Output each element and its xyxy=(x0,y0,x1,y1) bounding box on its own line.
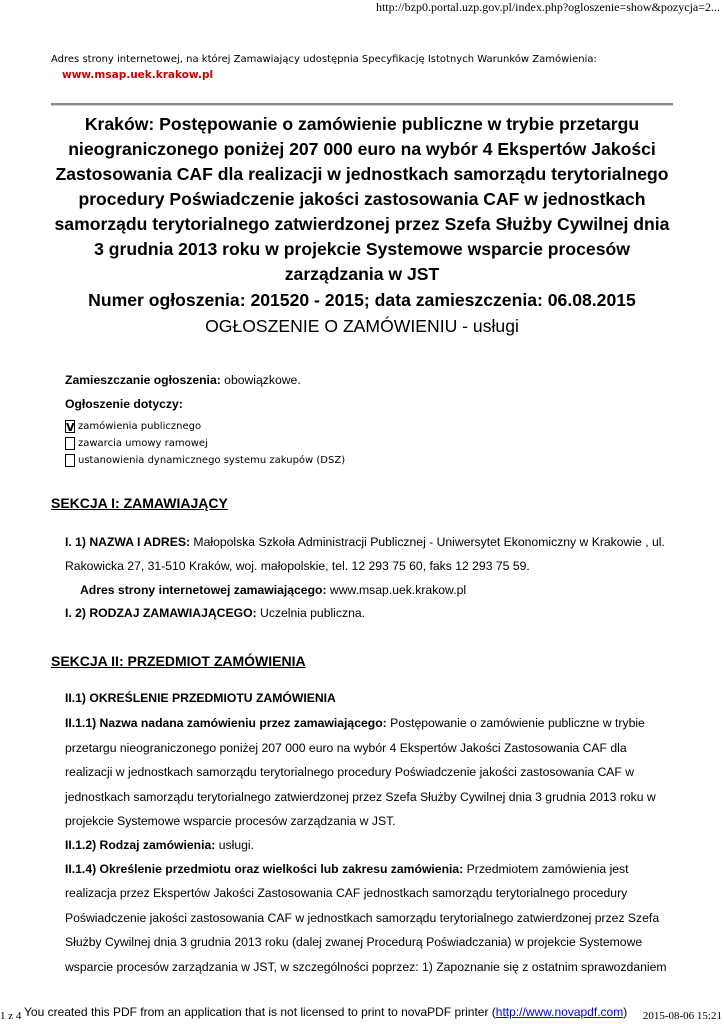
watermark-close: ) xyxy=(623,1005,628,1019)
notice-title xyxy=(51,112,673,339)
siwz-address-link[interactable]: www.msap.uek.krakow.pl xyxy=(62,69,214,81)
contracting-website xyxy=(80,583,466,597)
print-date: 2015-08-06 15:21 xyxy=(642,1010,722,1022)
subject-subheading xyxy=(65,691,336,705)
contract-description-line: realizacja przez Ekspertów Jakości Zastosowania CAF jednostkach samorządu terytorialnego procedury xyxy=(65,886,628,900)
novapdf-link[interactable]: http://www.novapdf.com xyxy=(495,1005,624,1019)
title-line: samorządu terytorialnego zatwierdzonej przez Szefa Służby Cywilnej dnia xyxy=(54,214,670,234)
watermark-text: You created this PDF from an application that is not licensed to print to novaPDF printer ( xyxy=(24,1005,496,1019)
contracting-type xyxy=(65,606,365,620)
posting-label: Zamieszczanie ogłoszenia: xyxy=(65,373,221,387)
page-counter: 1 z 4 xyxy=(0,1010,22,1022)
contracting-type-value: Uczelnia publiczna. xyxy=(256,606,366,620)
option-label: zamówienia publicznego xyxy=(78,420,202,432)
header-divider xyxy=(51,103,673,106)
option-label: ustanowienia dynamicznego systemu zakupów (DSZ) xyxy=(78,454,346,466)
section-1-heading: SEKCJA I: ZAMAWIAJĄCY xyxy=(51,495,228,511)
contract-name-line: projekcie Systemowe wsparcie procesów zarządzania w JST. xyxy=(65,814,396,828)
title-line: nieograniczonego poniżej 207 000 euro na wybór 4 Ekspertów Jakości xyxy=(68,139,656,159)
notice-number: Numer ogłoszenia: 201520 - 2015; data zamieszczenia: 06.08.2015 xyxy=(88,290,636,310)
concerns-label xyxy=(65,397,183,411)
contract-name-line: jednostkach samorządu terytorialnego zatwierdzonej przez Szefa Służby Cywilnej dnia 3 grudnia 2013 roku w xyxy=(65,790,656,804)
contract-description xyxy=(65,862,629,876)
contracting-website-value: www.msap.uek.krakow.pl xyxy=(326,583,467,597)
option-framework xyxy=(65,435,208,451)
contract-name-value: Postępowanie o zamówienie publiczne w trybie xyxy=(386,716,645,730)
title-line: 3 grudnia 2013 roku w projekcie Systemowe wsparcie procesów xyxy=(94,239,630,259)
contract-name-label: II.1.1) Nazwa nadana zamówieniu przez zamawiającego: xyxy=(65,716,387,730)
siwz-address-label: Adres strony internetowej, na której Zamawiający udostępnia Specyfikację Istotnych Warunków Zamówienia: xyxy=(51,54,597,65)
contract-kind xyxy=(65,838,254,852)
contracting-address: Rakowicka 27, 31-510 Kraków, woj. małopolskie, tel. 12 293 75 60, faks 12 293 75 59. xyxy=(65,559,530,573)
contract-description-label: II.1.4) Określenie przedmiotu oraz wielkości lub zakresu zamówienia: xyxy=(65,862,464,876)
concerns-label-text: Ogłoszenie dotyczy: xyxy=(65,397,183,411)
option-label: zawarcia umowy ramowej xyxy=(78,437,208,449)
contract-name xyxy=(65,716,645,730)
section-2-heading: SEKCJA II: PRZEDMIOT ZAMÓWIENIA xyxy=(51,653,306,669)
contracting-website-label: Adres strony internetowej zamawiającego: xyxy=(80,583,327,597)
title-line: zarządzania w JST xyxy=(284,264,440,284)
subject-subheading-text: II.1) OKREŚLENIE PRZEDMIOTU ZAMÓWIENIA xyxy=(65,691,336,705)
option-public-contract xyxy=(65,418,201,434)
contracting-type-label: I. 2) RODZAJ ZAMAWIAJĄCEGO: xyxy=(65,606,257,620)
contract-kind-value: usługi. xyxy=(215,838,254,852)
title-line: Zastosowania CAF dla realizacji w jednostkach samorządu terytorialnego xyxy=(55,164,669,184)
contract-name-line: przetargu nieograniczonego poniżej 207 000 euro na wybór 4 Ekspertów Jakości Zastosowania CAF dla xyxy=(65,741,627,755)
checkbox-dsz[interactable] xyxy=(65,454,75,467)
contract-description-value: Przedmiotem zamówienia jest xyxy=(463,862,629,876)
contract-description-line: Poświadczenie jakości zastosowania CAF w jednostkach samorządu terytorialnego zatwierdzonej przez Szefa xyxy=(65,911,660,925)
contracting-name-label: I. 1) NAZWA I ADRES: xyxy=(65,535,191,549)
title-line: Kraków: Postępowanie o zamówienie publiczne w trybie przetargu xyxy=(84,114,640,134)
pdf-watermark-notice xyxy=(24,1005,627,1019)
contracting-name-value: Małopolska Szkoła Administracji Publicznej - Uniwersytet Ekonomiczny w Krakowie , ul. xyxy=(190,535,665,549)
posting-value: obowiązkowe. xyxy=(220,373,301,387)
contracting-name xyxy=(65,535,665,549)
checkbox-framework[interactable] xyxy=(65,437,75,450)
option-dsz xyxy=(65,452,345,468)
checkbox-public-contract[interactable]: V xyxy=(66,420,75,434)
contract-kind-label: II.1.2) Rodzaj zamówienia: xyxy=(65,838,216,852)
contract-name-line: realizacji w jednostkach samorządu terytorialnego procedury Poświadczenie jakości zastosowania CAF w xyxy=(65,765,635,779)
posting-field xyxy=(65,373,301,387)
contract-description-line: wsparcie procesów zarządzania w JST, w szczególności poprzez: 1) Zapoznanie się z ostatnim sprawozdaniem xyxy=(65,960,667,974)
title-line: procedury Poświadczenie jakości zastosowania CAF w jednostkach xyxy=(78,189,646,209)
page-url: http://bzp0.portal.uzp.gov.pl/index.php?ogloszenie=show&pozycja=2... xyxy=(375,0,720,14)
notice-type: OGŁOSZENIE O ZAMÓWIENIU - usługi xyxy=(205,316,519,336)
contract-description-line: Służby Cywilnej dnia 3 grudnia 2013 roku (dalej zwanej Procedurą Poświadczania) w projekcie Systemowe xyxy=(65,935,643,949)
